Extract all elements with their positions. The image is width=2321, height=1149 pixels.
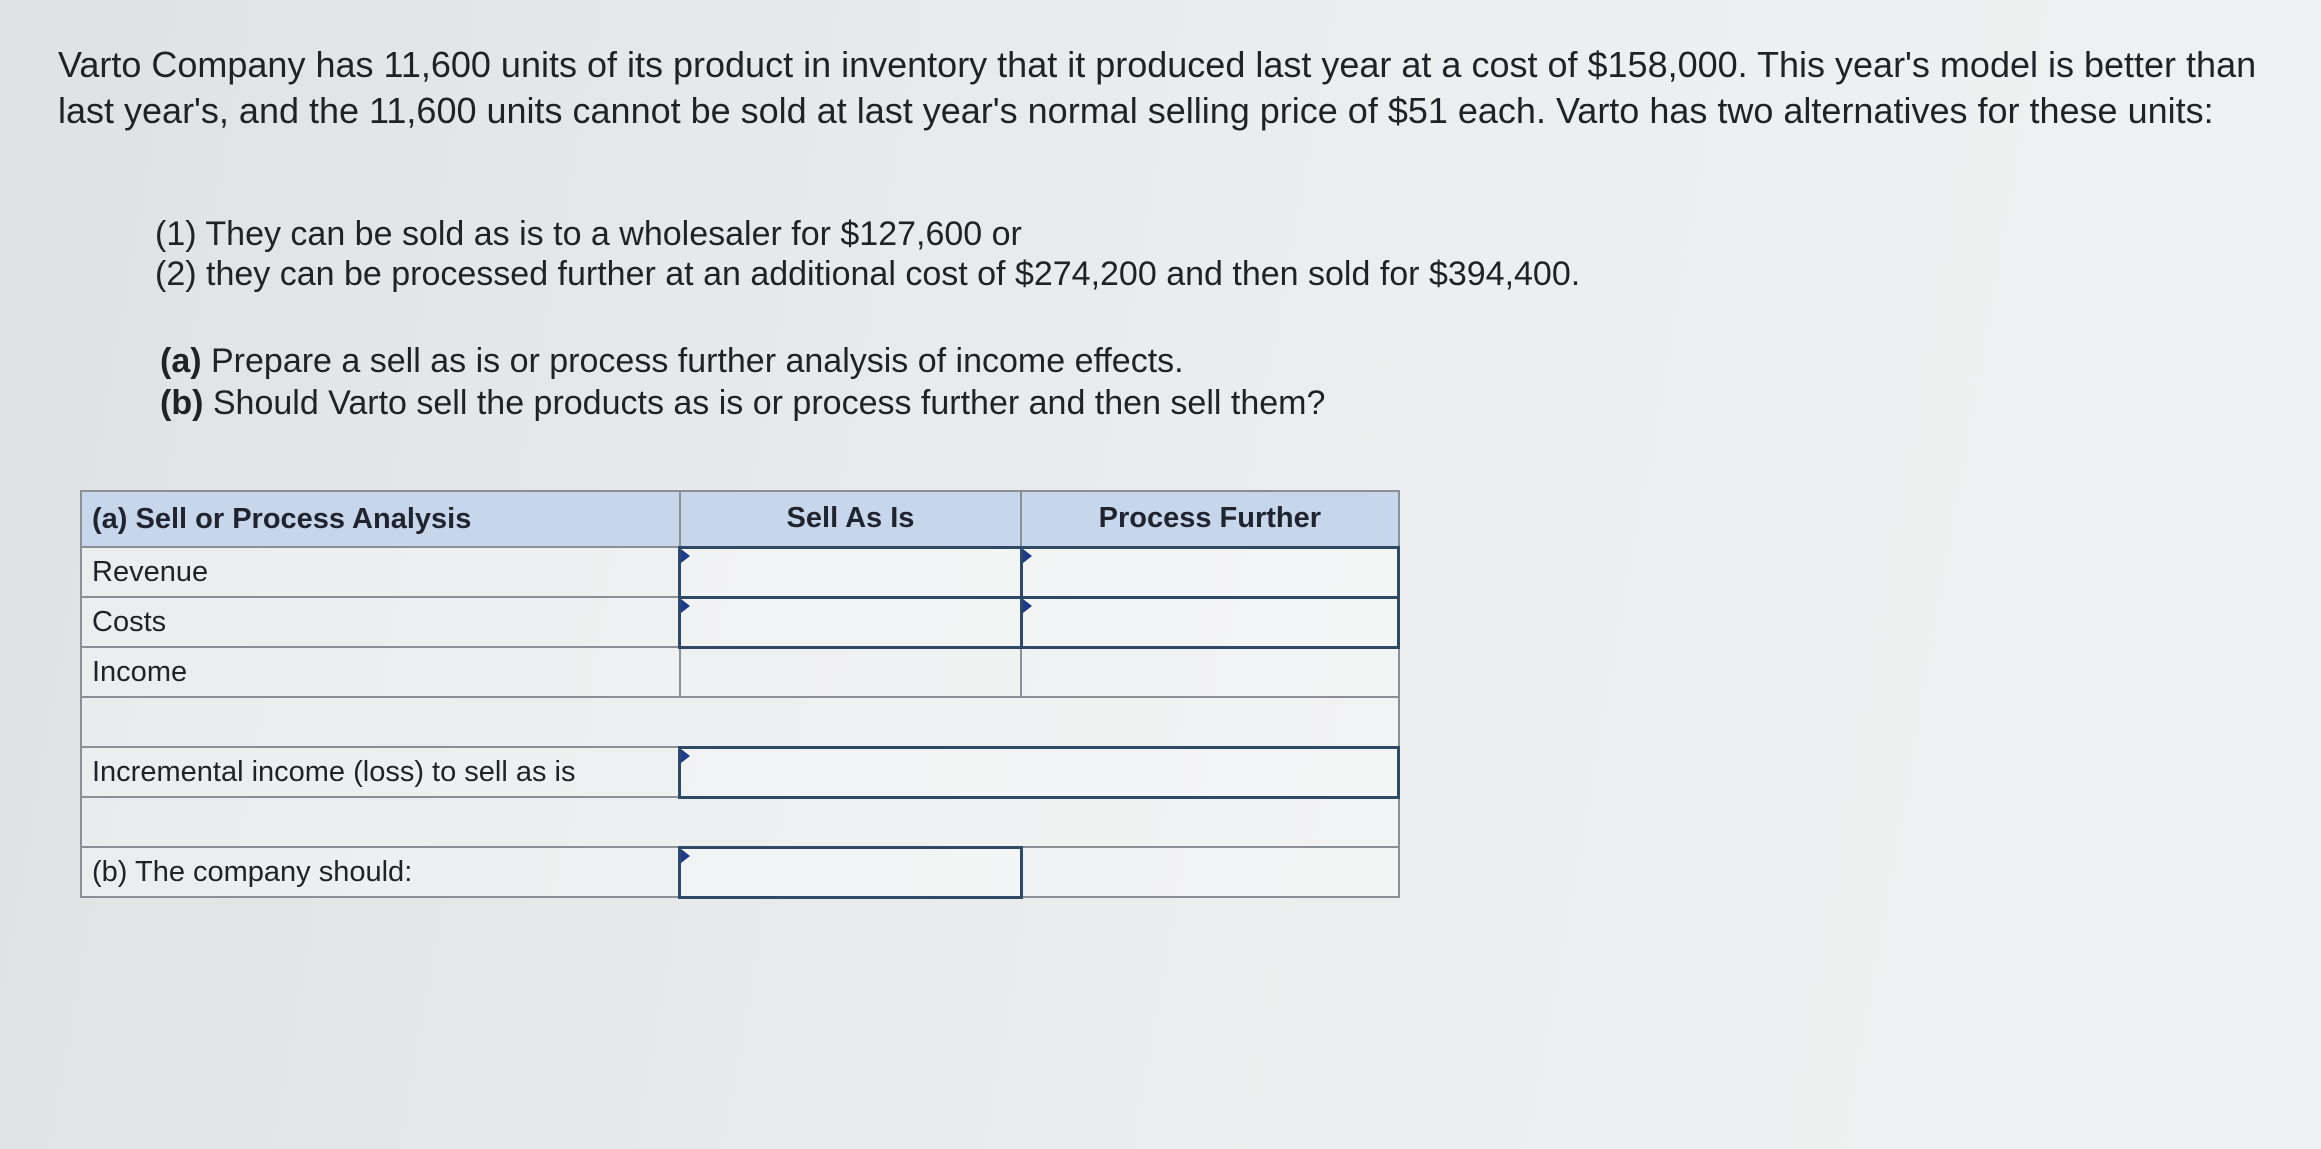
- revenue-process-further-input[interactable]: [1033, 548, 1391, 597]
- income-process-further-cell: [1021, 647, 1398, 697]
- costs-process-further-input[interactable]: [1033, 598, 1391, 647]
- costs-sell-as-is-cell[interactable]: [680, 597, 1021, 647]
- header-sell-as-is: Sell As Is: [680, 491, 1021, 547]
- question-b-label: (b): [160, 384, 204, 422]
- question-b-text: Should Varto sell the products as is or process further and then sell them?: [203, 384, 1326, 422]
- input-marker-icon: [681, 599, 690, 613]
- company-should-input[interactable]: [691, 848, 1013, 897]
- revenue-process-further-cell[interactable]: [1021, 547, 1398, 597]
- incremental-income-input[interactable]: [691, 748, 1391, 797]
- spacer-cell: [81, 697, 1399, 747]
- row-label-incremental: Incremental income (loss) to sell as is: [81, 747, 680, 797]
- alternatives-list: [155, 214, 1580, 294]
- sell-or-process-table: [80, 490, 1400, 899]
- input-marker-icon: [681, 749, 690, 763]
- table-row-incremental: [81, 747, 1399, 797]
- revenue-sell-as-is-cell[interactable]: [680, 547, 1021, 597]
- income-sell-as-is-cell: [680, 647, 1021, 697]
- company-should-empty-cell: [1021, 847, 1398, 897]
- header-analysis: (a) Sell or Process Analysis: [81, 491, 680, 547]
- input-marker-icon: [1023, 599, 1032, 613]
- revenue-sell-as-is-input[interactable]: [691, 548, 1013, 597]
- input-marker-icon: [681, 849, 690, 863]
- alternative-2: (2) they can be processed further at an additional cost of $274,200 and then sold for $394,400.: [155, 255, 1581, 293]
- company-should-cell[interactable]: [680, 847, 1021, 897]
- costs-sell-as-is-input[interactable]: [691, 598, 1013, 647]
- question-a-label: (a): [160, 342, 202, 380]
- row-label-income: Income: [81, 647, 680, 697]
- table-spacer-row: [81, 797, 1399, 847]
- question-a-text: Prepare a sell as is or process further analysis of income effects.: [201, 342, 1184, 380]
- alternative-1: (1) They can be sold as is to a wholesaler for $127,600 or: [155, 215, 1022, 253]
- incremental-income-cell[interactable]: [680, 747, 1399, 797]
- costs-process-further-cell[interactable]: [1021, 597, 1398, 647]
- table-spacer-row: [81, 697, 1399, 747]
- row-label-revenue: Revenue: [81, 547, 680, 597]
- table-row-income: [81, 647, 1399, 697]
- table-row-company-should: [81, 847, 1399, 897]
- input-marker-icon: [1023, 549, 1032, 563]
- row-label-costs: Costs: [81, 597, 680, 647]
- question-a: [160, 340, 1325, 382]
- problem-intro: Varto Company has 11,600 units of its product in inventory that it produced last year at a cost of $158,000. This year's model is better than last year's, and the 11,600 units cannot be sold at last year's normal selling price of $51 each. Varto has two alternatives for these units:: [58, 44, 2257, 131]
- question-b: [160, 382, 1325, 424]
- spacer-cell: [81, 797, 1399, 847]
- questions-list: [160, 340, 1325, 424]
- header-process-further: Process Further: [1021, 491, 1398, 547]
- table-row-costs: [81, 597, 1399, 647]
- analysis-grid: [80, 490, 1400, 899]
- table-row-revenue: [81, 547, 1399, 597]
- table-header-row: [81, 491, 1399, 547]
- row-label-company-should: (b) The company should:: [81, 847, 680, 897]
- input-marker-icon: [681, 549, 690, 563]
